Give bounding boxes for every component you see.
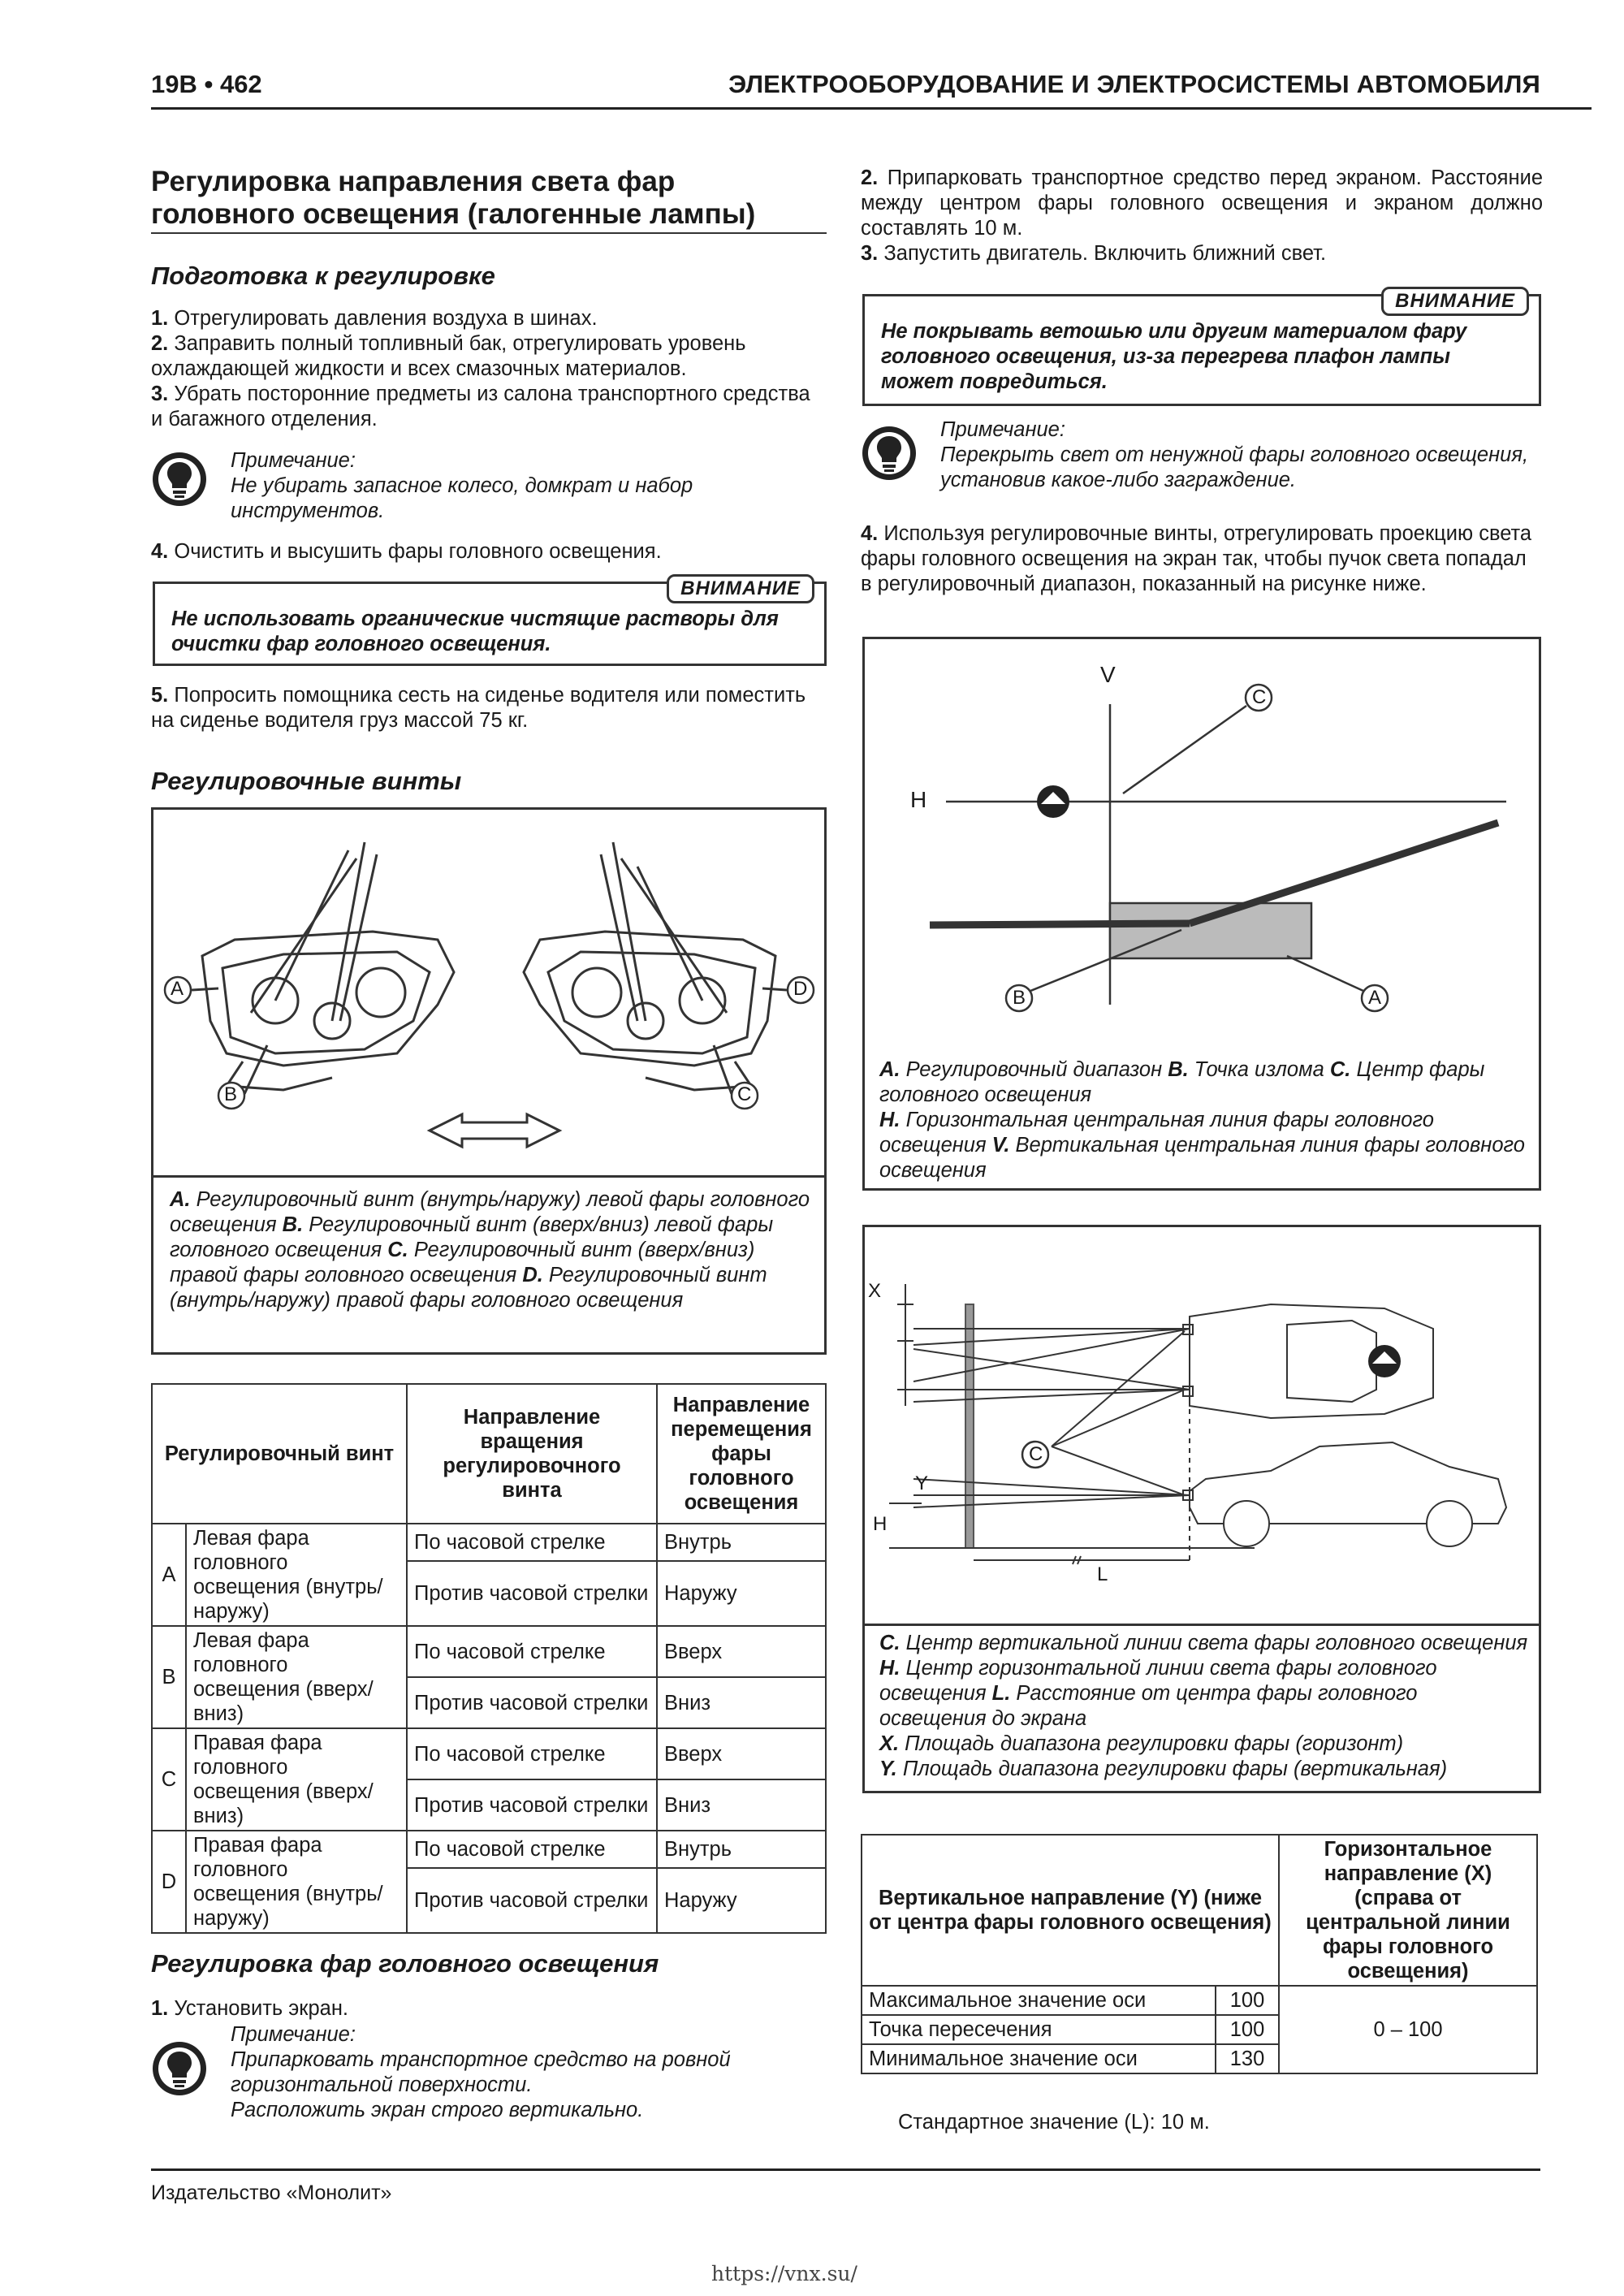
list-item: 5. Попросить помощника сесть на сиденье водителя или поместить на сиденье водителя груз массой 75 кг. [151,684,806,732]
note-2 [231,2022,827,2123]
adjust-heading: Регулировка фар головного освещения [151,1949,659,1978]
table-row: C Правая фара головного освещения (вверх/вниз) По часовой стрелке Вверх [152,1728,826,1779]
warning-label: ВНИМАНИЕ [1381,287,1529,316]
table-row: Точка пересечения 100 [862,2015,1537,2044]
beam-diagram [865,639,1539,1045]
publisher: Издательство «Монолит» [151,2181,392,2204]
callout-c: C [1252,686,1267,708]
table-row: D Правая фара головного освещения (внутрь/наружу) По часовой стрелке Внутрь [152,1831,826,1868]
table-row: A Левая фара головного освещения (внутрь/наружу) По часовой стрелке Внутрь [152,1524,826,1561]
list-item: 4. Используя регулировочные винты, отрегулировать проекцию света фары головного освещения на экран так, чтобы пучок света попадал в регулировочный диапазон, показанный на рисунке ниже. [861,522,1532,595]
note-1 [231,448,827,524]
title-underline [151,232,827,234]
note-3 [940,417,1541,493]
label-y: Y [915,1472,929,1494]
warning-box [153,577,827,666]
distance-diagram [865,1227,1539,1625]
callout-a: A [171,978,184,1000]
table-header: Направление вращения регулировочного винта [407,1384,657,1524]
list-item: 4. Очистить и высушить фары головного освещения. [151,540,662,563]
caption-divider [153,1175,824,1178]
footer-divider [151,2168,1540,2171]
warning-text: Не использовать органические чистящие растворы для очистки фар головного освещения. [171,608,779,655]
note-icon [151,2040,208,2101]
label-h: H [910,787,927,812]
table-row: B Левая фара головного освещения (вверх/вниз) По часовой стрелке Вверх [152,1626,826,1677]
header-divider [151,107,1592,110]
label-l: L [1097,1563,1108,1585]
table-header-row [152,1384,826,1524]
label-v: V [1100,662,1116,687]
list-item: 2. Припарковать транспортное средство перед экраном. Расстояние между центром фары головного освещения и экраном должно составлять 10 м. [861,166,1543,240]
callout-b: B [1013,987,1026,1009]
table-header: Направление перемещения фары головного освещения [657,1384,826,1524]
caption-divider [865,1624,1539,1626]
section-title: ЭЛЕКТРООБОРУДОВАНИЕ И ЭЛЕКТРОСИСТЕМЫ АВТОМОБИЛЯ [728,70,1540,98]
list-item: 1. Отрегулировать давления воздуха в шинах. [151,307,598,330]
screws-figure [151,807,827,1355]
beam-center-icon [1037,785,1069,818]
callout-c: C [1029,1443,1043,1465]
screws-heading: Регулировочные винты [151,767,462,795]
list-item: 2. Заправить полный топливный бак, отрегулировать уровень охлаждающей жидкости и всех смазочных материалов. [151,332,746,380]
list-item: 1. Установить экран. [151,1997,348,2020]
page-title: Регулировка направления света фар головного освещения (галогенные лампы) [151,166,756,230]
right-steps [861,166,1543,266]
list-item: 3. Убрать посторонние предметы из салона транспортного средства и багажного отделения. [151,383,810,430]
note-text: Припарковать транспортное средство на ровной горизонтальной поверхности. [231,2048,731,2096]
label-x: X [868,1280,882,1302]
note-icon [151,451,208,512]
prep-heading: Подготовка к регулировке [151,262,495,290]
note-icon [861,425,918,486]
table-row: Минимальное значение оси 130 [862,2044,1537,2073]
table-row: Против часовой стрелки Вниз [152,1677,826,1728]
table-header-row [862,1835,1537,1986]
callout-c: C [737,1083,752,1105]
screws-table [151,1383,827,1934]
source-url[interactable]: https://vnx.su/ [711,2262,857,2285]
table-header: Регулировочный винт [152,1384,407,1524]
label-h: H [873,1513,888,1535]
table-row: Против часовой стрелки Вниз [152,1779,826,1831]
note-text: Не убирать запасное колесо, домкрат и набор инструментов. [231,474,693,522]
note-text: Перекрыть свет от ненужной фары головного освещения, установив какое-либо заграждение. [940,443,1529,491]
callout-d: D [793,978,808,1000]
distance-figure [862,1225,1541,1793]
list-item: 3. Запустить двигатель. Включить ближний свет. [861,242,1327,265]
note-label: Примечание: [231,2023,356,2046]
note-label: Примечание: [940,418,1065,441]
note-label: Примечание: [231,449,356,472]
values-table [861,1834,1538,2074]
warning-text: Не покрывать ветошью или другим материалом фару головного освещения, из-за перегрева плафон лампы может повредиться. [881,320,1467,393]
beam-caption: A. Регулировочный диапазон B. Точка излома C. Центр фары головного освещения H. Горизонтальная центральная линия фары головного освещения V. Вертикальная центральная линия фары головного освещения [879,1058,1525,1182]
distance-caption: C. Центр вертикальной линии света фары головного освещения H. Центр горизонтальной линии света фары головного освещения L. Расстояние от центра фары головного освещения до экрана X. Площадь диапазона регулировки фары (горизонт) Y. Площадь диапазона регулировки фары (вертикальная) [879,1632,1528,1780]
screws-diagram [153,810,824,1175]
standard-value: Стандартное значение (L): 10 м. [898,2111,1210,2134]
callout-b: B [224,1083,238,1105]
table-row: Против часовой стрелки Наружу [152,1561,826,1626]
note-text: Расположить экран строго вертикально. [231,2099,644,2121]
table-row: Против часовой стрелки Наружу [152,1868,826,1933]
prep-steps [151,306,827,432]
table-row: Максимальное значение оси 100 0 – 100 [862,1986,1537,2015]
screws-caption: A. Регулировочный винт (внутрь/наружу) левой фары головного освещения B. Регулировочный винт (вверх/вниз) левой фары головного освещения C. Регулировочный винт (вверх/вниз) правой фары головного освещения D. Регулировочный винт (внутрь/наружу) правой фары головного освещения [170,1188,810,1312]
warning-label: ВНИМАНИЕ [667,574,814,603]
car-logo-icon [1368,1345,1401,1377]
callout-a: A [1368,987,1382,1009]
warning-box [862,290,1541,406]
table-header: Вертикальное направление (Y) (ниже от центра фары головного освещения) [862,1835,1279,1986]
table-header: Горизонтальное направление (X) (справа от центральной линии фары головного освещения) [1279,1835,1537,1986]
page-number: 19B • 462 [151,70,262,98]
beam-figure [862,637,1541,1191]
